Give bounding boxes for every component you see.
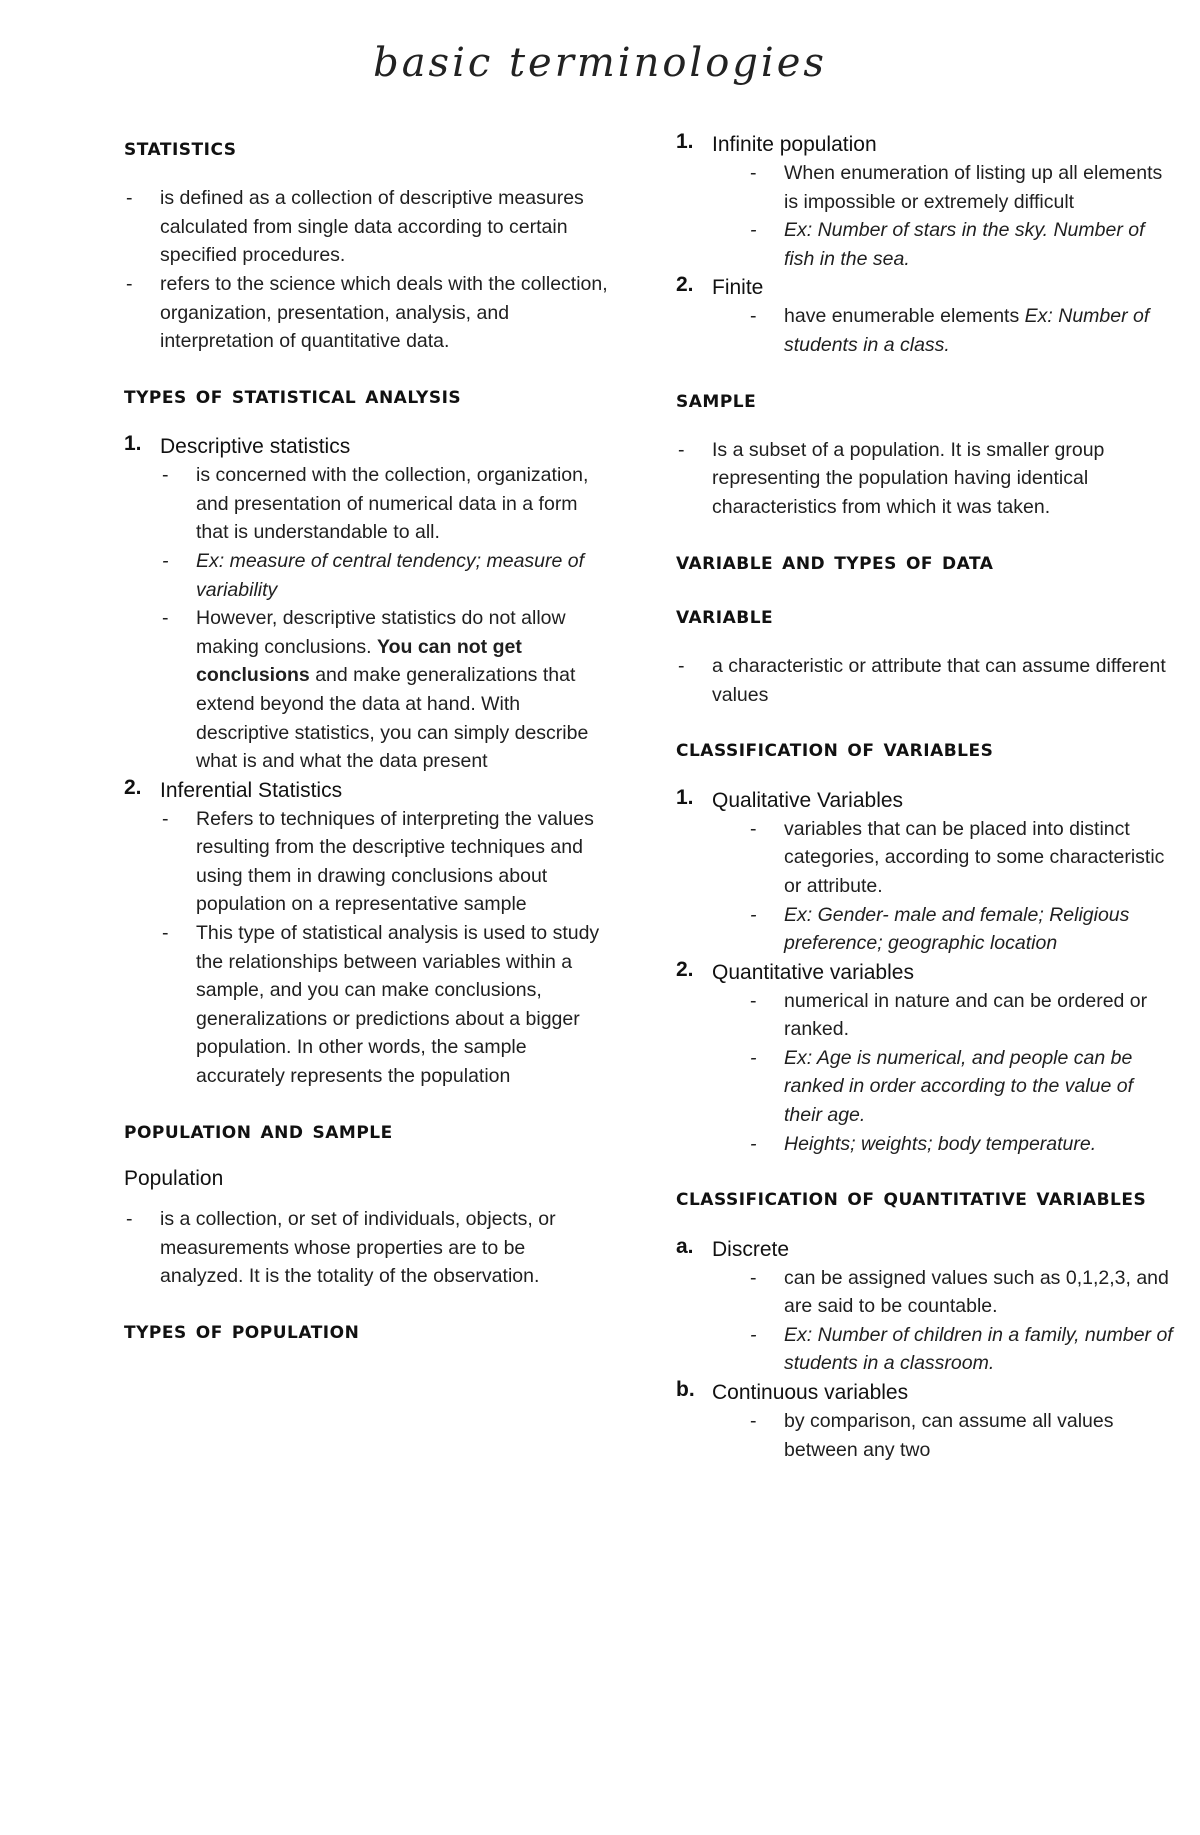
list-item: - variables that can be placed into distinct categories, according to some characteristic or attribute. <box>748 815 1176 901</box>
item-title: Qualitative Variables <box>712 788 904 812</box>
heading-types-of-analysis: types of statistical analysis <box>124 379 462 409</box>
finite-population-item <box>676 273 1176 359</box>
quantitative-item <box>676 958 1176 1159</box>
list-item: - Heights; weights; body temperature. <box>748 1130 1176 1159</box>
list-item: - Ex: Gender- male and female; Religious preference; geographic location <box>748 901 1176 958</box>
right-column <box>676 130 1176 1464</box>
list-item: - a characteristic or attribute that can assume different values <box>676 652 1176 709</box>
continuous-item <box>676 1378 1176 1464</box>
list-item: - by comparison, can assume all values between any two <box>748 1407 1176 1464</box>
item-number: 1. <box>676 785 694 809</box>
item-title: Infinite population <box>712 133 877 156</box>
left-column <box>124 130 614 1367</box>
item-number: 1. <box>676 130 694 153</box>
item-title: Continuous variables <box>712 1380 909 1404</box>
item-number: b. <box>676 1377 695 1401</box>
list-item: - This type of statistical analysis is used to study the relationships between variables within a sample, and you can make conclusions, generalizations or predictions about a bigger population. In other words, the sample accurately represents the population <box>160 919 614 1091</box>
heading-types-of-population: types of population <box>124 1314 360 1344</box>
discrete-item <box>676 1235 1176 1378</box>
item-title: Discrete <box>712 1237 790 1261</box>
heading-classification-of-variables: classification of variables <box>676 733 994 763</box>
qualitative-item <box>676 786 1176 958</box>
item-number: 1. <box>124 432 142 456</box>
list-item: - Ex: Age is numerical, and people can be ranked in order according to the value of their age. <box>748 1044 1176 1130</box>
list-item: - is defined as a collection of descriptive measures calculated from single data according to certain specified procedures. <box>124 184 614 270</box>
list-item: - Ex: Number of children in a family, number of students in a classroom. <box>748 1321 1176 1378</box>
list-item: - is a collection, or set of individuals, objects, or measurements whose properties are to be analyzed. It is the totality of the observation. <box>124 1205 614 1291</box>
heading-variable: variable <box>676 599 774 629</box>
item-title: Descriptive statistics <box>160 435 351 459</box>
list-item: - Is a subset of a population. It is smaller group representing the population having identical characteristics from which it was taken. <box>676 436 1176 522</box>
list-item: - Refers to techniques of interpreting the values resulting from the descriptive techniques and using them in drawing conclusions about population on a representative sample <box>160 805 614 919</box>
statistics-definitions <box>124 184 614 356</box>
inferential-statistics-item <box>124 776 614 1091</box>
item-title: Quantitative variables <box>712 960 914 984</box>
list-item: - can be assigned values such as 0,1,2,3, and are said to be countable. <box>748 1264 1176 1321</box>
heading-population-and-sample: population and sample <box>124 1114 393 1144</box>
list-item: - However, descriptive statistics do not allow making conclusions. You can not get conclusions and make generalizations that extend beyond the data at hand. With descriptive statistics, you can simply describe what is and what the data present <box>160 604 614 776</box>
heading-variable-and-types: variable and types of data <box>676 545 994 575</box>
subheading-population: Population <box>124 1166 224 1190</box>
page-title: basic terminologies <box>373 40 827 86</box>
list-item: - is concerned with the collection, organization, and presentation of numerical data in a form that is understandable to all. <box>160 461 614 547</box>
item-number: 2. <box>676 273 694 297</box>
item-number: a. <box>676 1234 694 1258</box>
heading-statistics: statistics <box>124 132 237 161</box>
list-item: - have enumerable elements Ex: Number of students in a class. <box>748 302 1176 359</box>
list-item: - Ex: Number of stars in the sky. Number of fish in the sea. <box>748 216 1176 273</box>
list-item: - Ex: measure of central tendency; measure of variability <box>160 547 614 604</box>
descriptive-statistics-item <box>124 432 614 776</box>
list-item: - numerical in nature and can be ordered or ranked. <box>748 987 1176 1044</box>
item-number: 2. <box>124 775 142 799</box>
list-item: - refers to the science which deals with the collection, organization, presentation, analysis, and interpretation of quantitative data. <box>124 270 614 356</box>
item-number: 2. <box>676 957 694 981</box>
item-title: Finite <box>712 276 764 300</box>
item-title: Inferential Statistics <box>160 778 343 802</box>
heading-classification-of-quantitative: classification of quantitative variables <box>676 1182 1147 1212</box>
heading-sample: sample <box>676 383 757 413</box>
list-item: - When enumeration of listing up all elements is impossible or extremely difficult <box>748 159 1176 216</box>
infinite-population-item <box>676 130 1176 273</box>
